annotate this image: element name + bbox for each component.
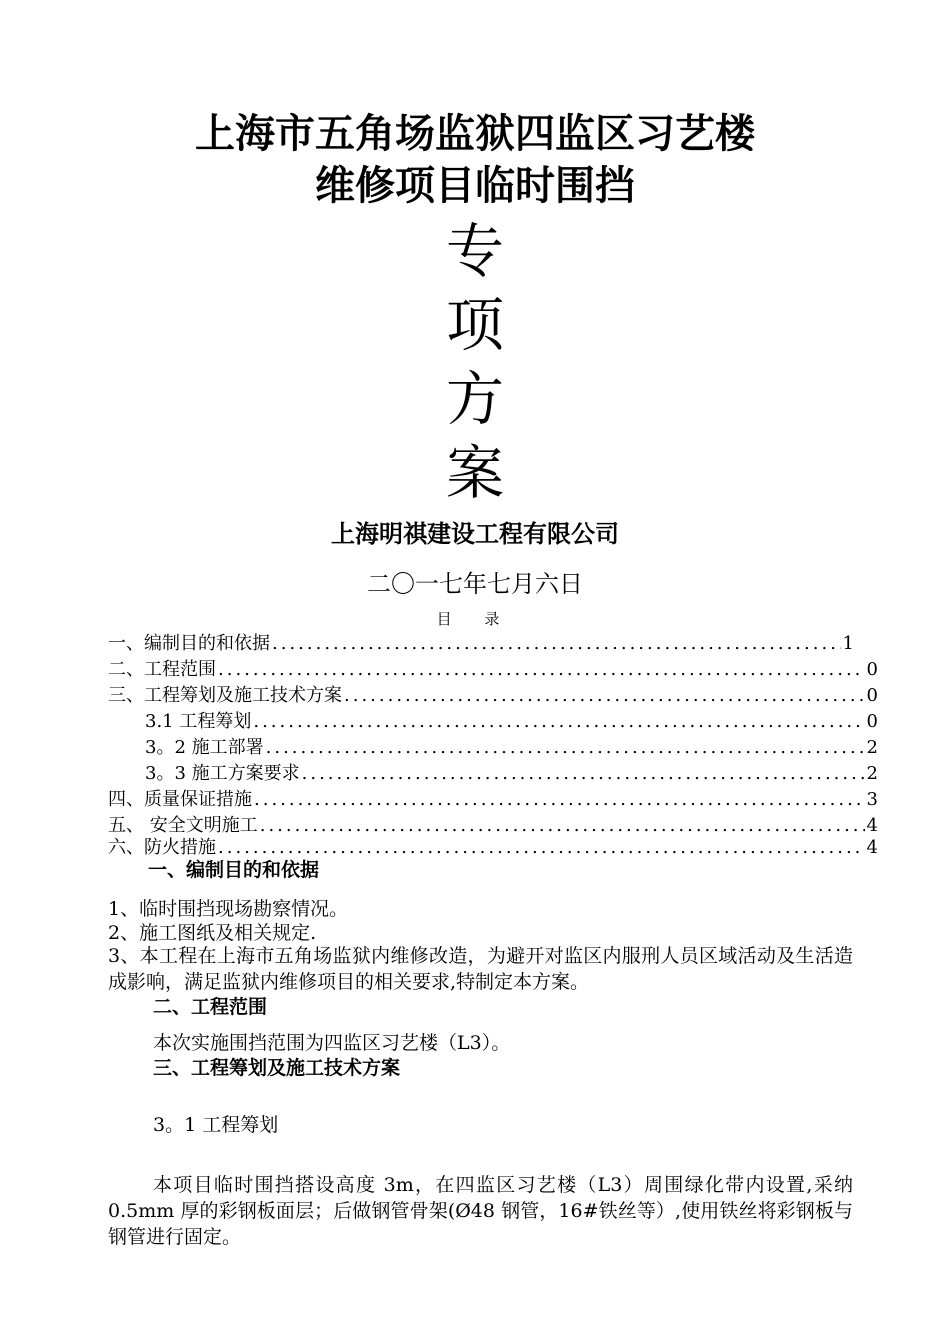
toc-leader — [253, 710, 864, 734]
title-char-4: 案 — [445, 439, 504, 507]
toc-item[interactable] — [108, 632, 854, 656]
document-title-line2: 维修项目临时围挡 — [315, 163, 635, 209]
company-name: 上海明祺建设工程有限公司 — [331, 520, 619, 548]
document-date: 二〇一七年七月六日 — [367, 570, 583, 598]
section1-item-3: 3、本工程在上海市五角场监狱内维修改造，为避开对监区内服刑人员区域活动及生活造成影响，满足监狱内维修项目的相关要求,特制定本方案。 — [108, 945, 853, 993]
section2-heading: 二、工程范围 — [153, 996, 268, 1018]
toc-item-page: 1 — [842, 633, 854, 654]
toc-item-page: 2 — [866, 763, 878, 784]
toc-leader — [260, 814, 865, 838]
toc-item-label: 四、质量保证措施 — [108, 789, 252, 810]
toc-heading: 目 录 — [436, 610, 514, 628]
toc-leader — [272, 632, 841, 656]
toc-item[interactable] — [108, 788, 878, 812]
toc-item[interactable] — [145, 736, 878, 760]
toc-leader — [254, 788, 865, 812]
toc-item[interactable] — [108, 658, 878, 682]
toc-item-page: 4 — [866, 815, 878, 836]
toc-item[interactable] — [108, 684, 878, 708]
section3-sub1-text: 本项目临时围挡搭设高度 3m，在四监区习艺楼（L3）周围绿化带内设置,采纳 0.5mm 厚的彩钢板面层；后做钢管骨架(Ø48 钢管，16#铁丝等）,使用铁丝将彩钢板与钢管进行固定。 — [108, 1174, 853, 1248]
toc-item-page: 0 — [866, 685, 878, 706]
toc-item[interactable] — [145, 710, 878, 734]
title-char-2: 项 — [445, 291, 504, 359]
toc-item-label: 五、 安全文明施工 — [108, 815, 258, 836]
toc-item-page: 0 — [866, 711, 878, 732]
document-title-line1: 上海市五角场监狱四监区习艺楼 — [195, 111, 755, 157]
toc-item[interactable] — [108, 814, 878, 838]
section1-item-2: 2、施工图纸及相关规定. — [108, 922, 317, 944]
toc-item-label: 二、工程范围 — [108, 659, 216, 680]
section1-heading: 一、编制目的和依据 — [148, 859, 320, 881]
toc-item-label: 六、防火措施 — [108, 837, 216, 858]
toc-item-label: 3。3 施工方案要求 — [145, 763, 300, 784]
toc-leader — [218, 658, 865, 682]
section2-text: 本次实施围挡范围为四监区习艺楼（L3）。 — [153, 1032, 511, 1054]
toc-item-label: 3。2 施工部署 — [145, 737, 264, 758]
toc-item-page: 2 — [866, 737, 878, 758]
toc-item[interactable] — [145, 762, 878, 786]
title-char-3: 方 — [445, 365, 504, 433]
toc-leader — [344, 684, 865, 708]
section1-item-1: 1、临时围挡现场勘察情况。 — [108, 898, 349, 920]
toc-leader — [302, 762, 865, 786]
toc-item-label: 一、编制目的和依据 — [108, 633, 270, 654]
section3-sub1-title: 3。1 工程筹划 — [153, 1114, 279, 1136]
toc-item-label: 三、工程筹划及施工技术方案 — [108, 685, 342, 706]
toc-leader — [266, 736, 865, 760]
toc-item-page: 3 — [866, 789, 878, 810]
section3-heading: 三、工程筹划及施工技术方案 — [153, 1057, 401, 1079]
toc-item-label: 3.1 工程筹划 — [145, 711, 252, 732]
toc-item-page: 4 — [866, 837, 878, 858]
title-char-1: 专 — [445, 217, 504, 285]
toc-item-page: 0 — [866, 659, 878, 680]
